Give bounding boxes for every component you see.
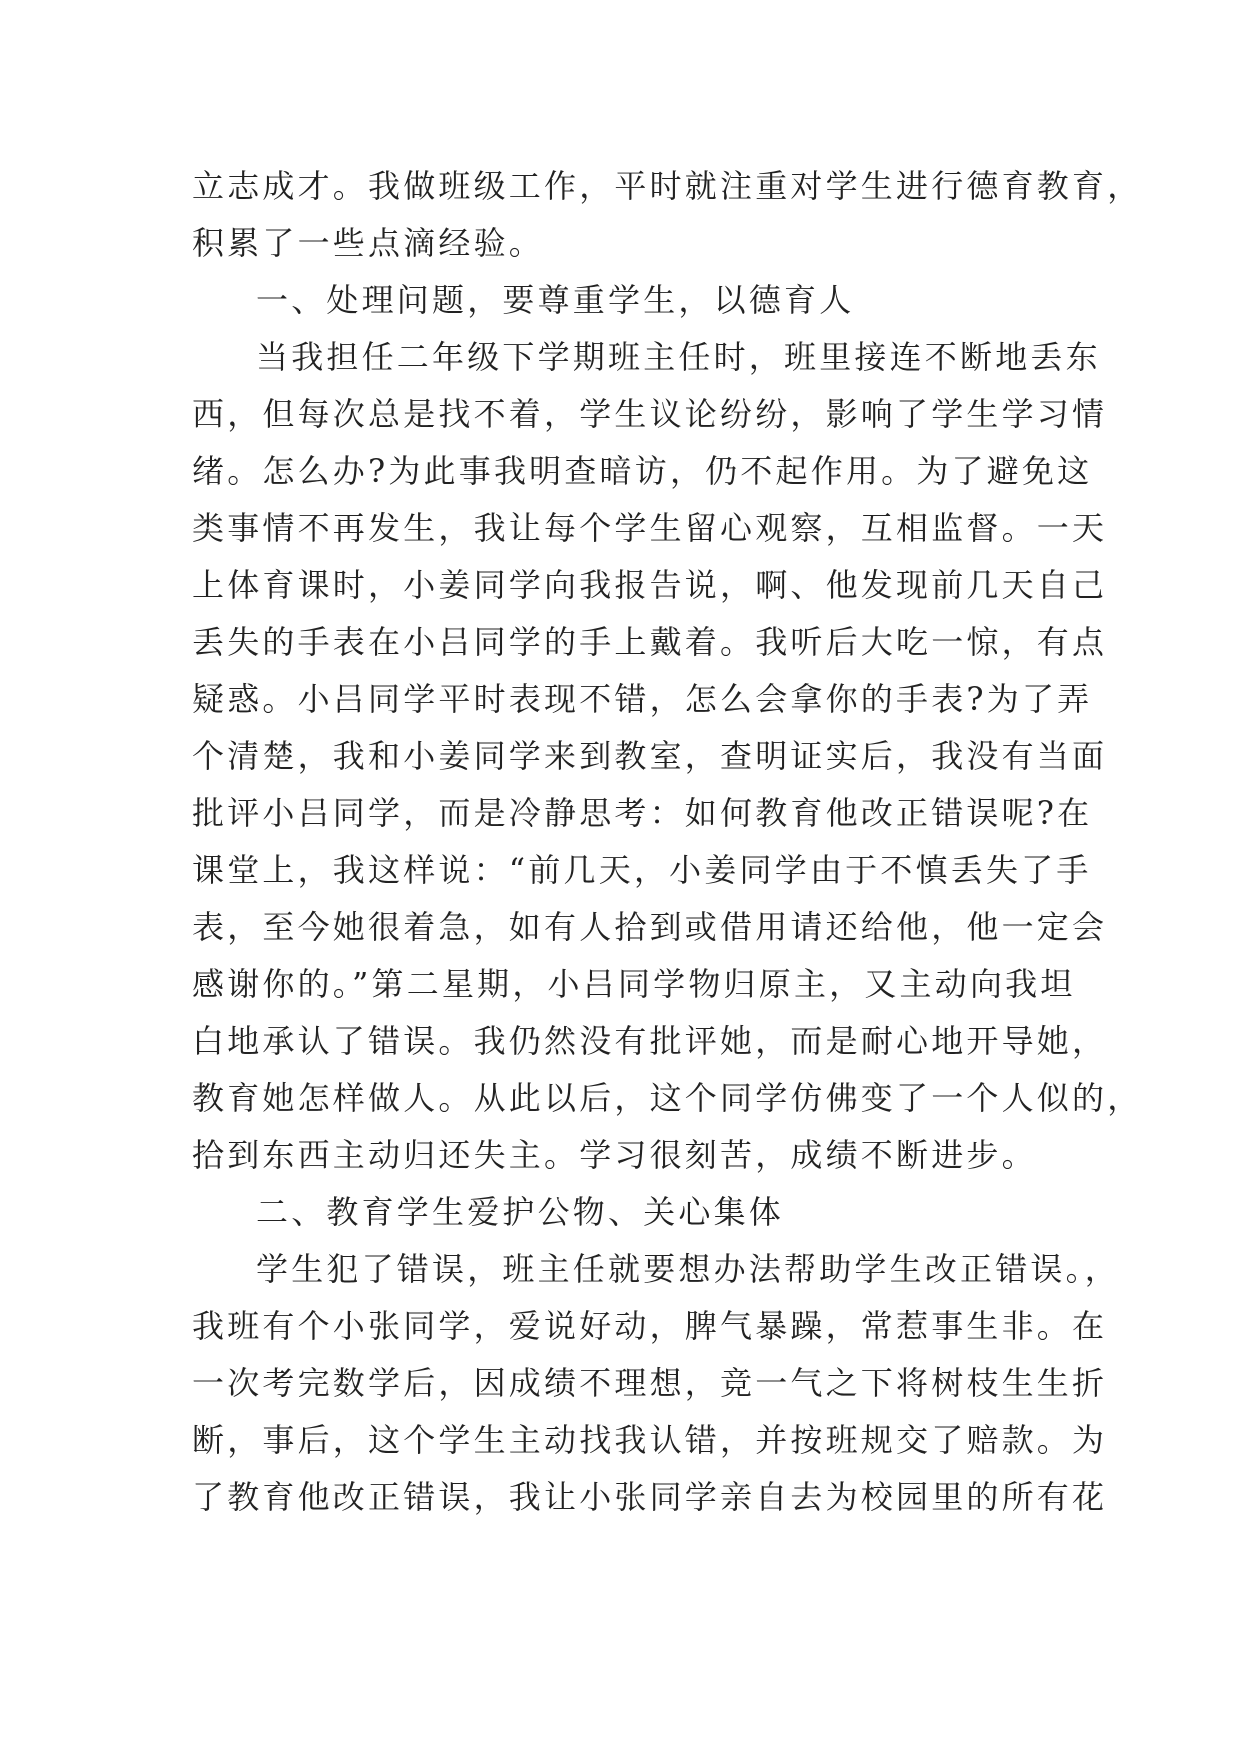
section-heading: 二、教育学生爱护公物、关心集体: [256, 1193, 785, 1231]
text-line: 我班有个小张同学，爱说好动，脾气暴躁，常惹事生非。在: [192, 1307, 1108, 1345]
text-line: 一次考完数学后，因成绩不理想，竞一气之下将树枝生生折: [192, 1364, 1108, 1402]
text-line: 表，至今她很着急，如有人拾到或借用请还给他，他一定会: [192, 908, 1108, 946]
text-line: 类事情不再发生，我让每个学生留心观察，互相监督。一天: [192, 509, 1108, 547]
text-line: 立志成才。我做班级工作，平时就注重对学生进行德育教育，: [192, 167, 1143, 205]
text-line: 白地承认了错误。我仍然没有批评她，而是耐心地开导她，: [192, 1022, 1108, 1060]
text-line: 了教育他改正错误，我让小张同学亲自去为校园里的所有花: [192, 1478, 1108, 1516]
text-line: 西，但每次总是找不着，学生议论纷纷，影响了学生学习情: [192, 395, 1108, 433]
text-line: 课堂上，我这样说：“前几天，小姜同学由于不慎丢失了手: [192, 851, 1092, 889]
paragraph-start-line: 当我担任二年级下学期班主任时，班里接连不断地丢东: [256, 338, 1101, 376]
paragraph-start-line: 学生犯了错误，班主任就要想办法帮助学生改正错误。，: [256, 1250, 1121, 1288]
text-line: 丢失的手表在小吕同学的手上戴着。我听后大吃一惊，有点: [192, 623, 1108, 661]
text-line: 感谢你的。”第二星期，小吕同学物归原主，又主动向我坦: [192, 965, 1076, 1003]
body-text: [192, 158, 1143, 1526]
text-line: 绪。怎么办?为此事我明查暗访，仍不起作用。为了避免这: [192, 452, 1093, 490]
text-line: 上体育课时，小姜同学向我报告说，啊、他发现前几天自己: [192, 566, 1108, 604]
text-line: 批评小吕同学，而是冷静思考：如何教育他改正错误呢?在: [192, 794, 1093, 832]
text-line: 疑惑。小吕同学平时表现不错，怎么会拿你的手表?为了弄: [192, 680, 1093, 718]
text-line: 教育她怎样做人。从此以后，这个同学仿佛变了一个人似的，: [192, 1079, 1143, 1117]
text-line: 拾到东西主动归还失主。学习很刻苦，成绩不断进步。: [192, 1136, 1037, 1174]
text-line: 个清楚，我和小姜同学来到教室，查明证实后，我没有当面: [192, 737, 1108, 775]
text-line: 积累了一些点滴经验。: [192, 224, 545, 262]
section-heading: 一、处理问题，要尊重学生，以德育人: [256, 281, 855, 319]
text-line: 断，事后，这个学生主动找我认错，并按班规交了赔款。为: [192, 1421, 1108, 1459]
